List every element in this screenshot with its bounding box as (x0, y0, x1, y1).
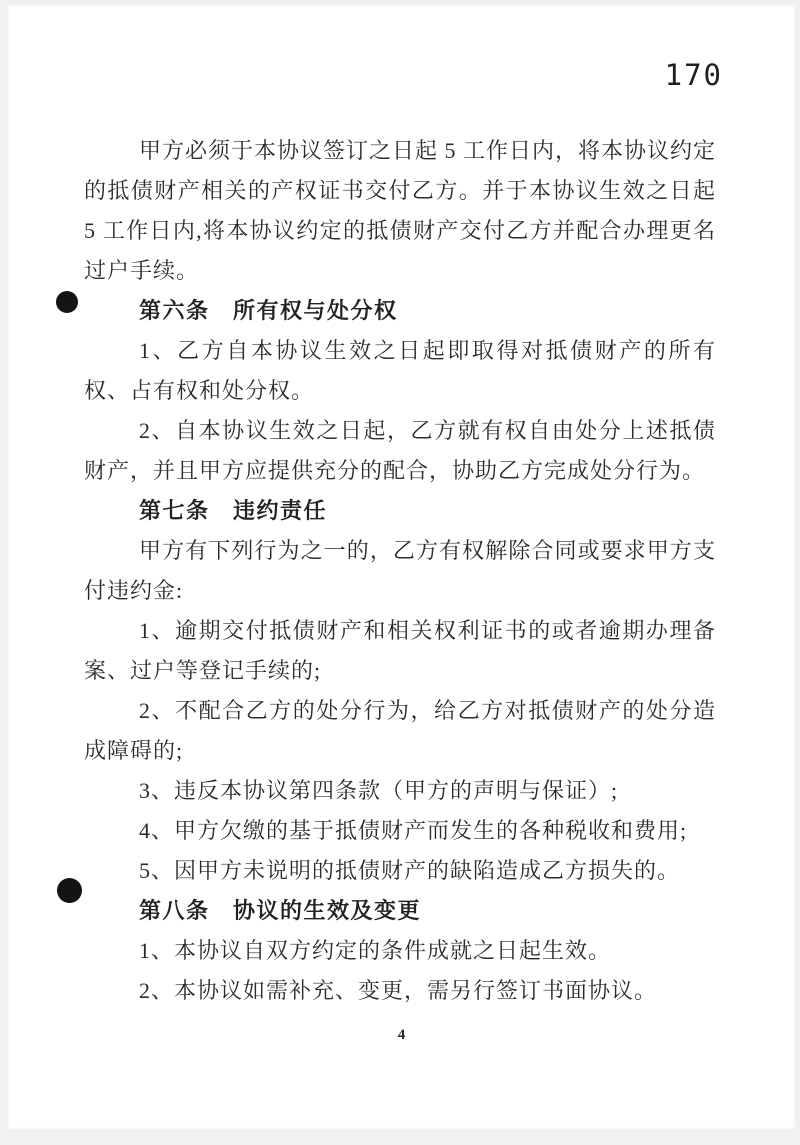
article-heading-7: 第七条 违约责任 (139, 498, 328, 523)
contract-paragraph: 2、本协议如需补充、变更，需另行签订书面协议。 (139, 978, 658, 1003)
contract-page (8, 5, 795, 1129)
footer-page-number: 4 (397, 1027, 406, 1043)
contract-paragraph: 4、甲方欠缴的基于抵债财产而发生的各种税收和费用; (139, 818, 688, 843)
hole-punch-mark-bottom (57, 878, 82, 903)
contract-paragraph: 1、逾期交付抵债财产和相关权利证书的或者逾期办理备案、过户等登记手续的; (84, 618, 716, 683)
contract-paragraph: 2、不配合乙方的处分行为，给乙方对抵债财产的处分造成障碍的; (84, 698, 716, 763)
article-heading-8: 第八条 协议的生效及变更 (139, 898, 422, 923)
contract-paragraph: 甲方有下列行为之一的，乙方有权解除合同或要求甲方支付违约金: (84, 538, 716, 603)
contract-paragraph: 1、乙方自本协议生效之日起即取得对抵债财产的所有权、占有权和处分权。 (84, 338, 716, 403)
contract-paragraph: 5、因甲方未说明的抵债财产的缺陷造成乙方损失的。 (139, 858, 681, 883)
hole-punch-mark-top (56, 291, 78, 313)
archive-page-number: 170 (664, 58, 723, 92)
contract-paragraph: 2、自本协议生效之日起，乙方就有权自由处分上述抵债财产，并且甲方应提供充分的配合，协助乙方完成处分行为。 (84, 418, 716, 483)
contract-body (84, 131, 716, 1011)
contract-paragraph: 3、违反本协议第四条款（甲方的声明与保证）; (139, 778, 619, 803)
contract-paragraph: 甲方必须于本协议签订之日起 5 工作日内，将本协议约定的抵债财产相关的产权证书交付乙方。并于本协议生效之日起 5 工作日内,将本协议约定的抵债财产交付乙方并配合办理更名过户手续。 (84, 138, 717, 283)
contract-paragraph: 1、本协议自双方约定的条件成就之日起生效。 (139, 938, 612, 963)
article-heading-6: 第六条 所有权与处分权 (139, 298, 398, 323)
